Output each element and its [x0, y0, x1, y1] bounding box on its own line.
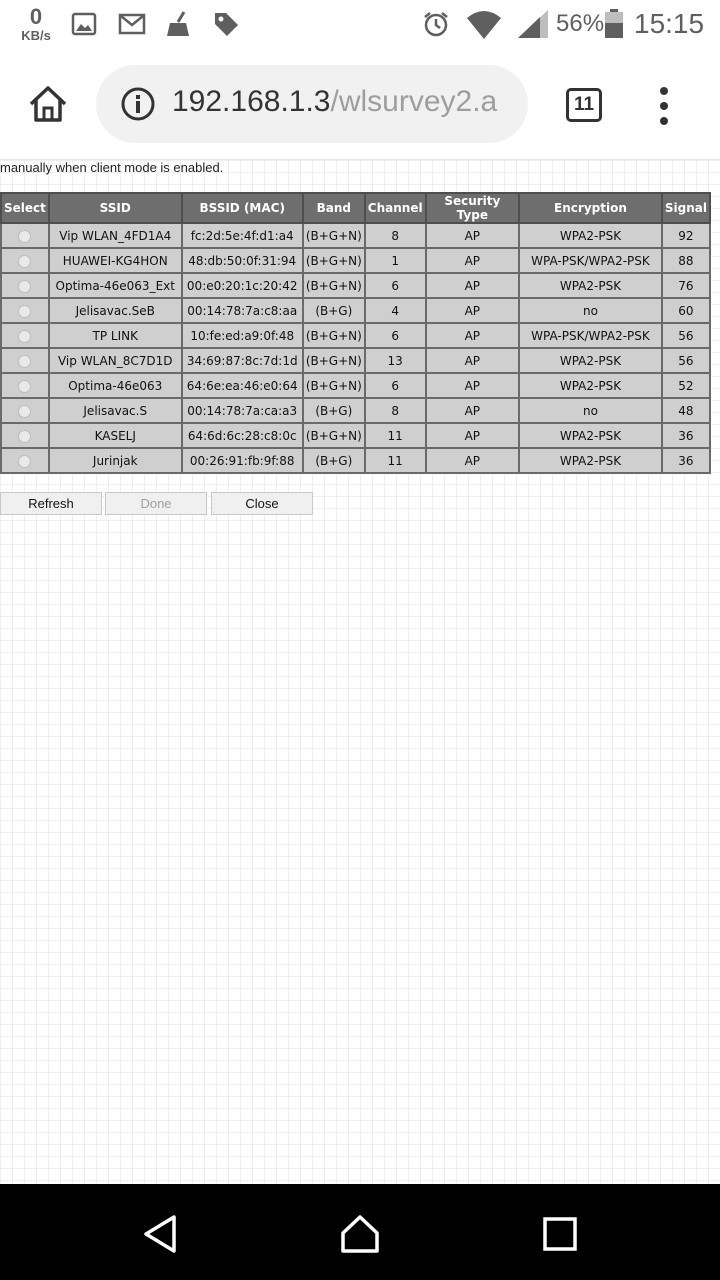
url-path: /wlsurvey2.a [330, 85, 498, 118]
ssid-cell: Jelisavac.SeB [49, 298, 182, 323]
band-cell: (B+G+N) [303, 223, 365, 248]
ssid-cell: Jelisavac.S [49, 398, 182, 423]
ssid-cell: Optima-46e063_Ext [49, 273, 182, 298]
select-radio[interactable] [18, 280, 31, 293]
select-radio[interactable] [18, 430, 31, 443]
security-type-cell: AP [426, 298, 519, 323]
encryption-cell: WPA2-PSK [519, 448, 662, 473]
table-row [1, 223, 710, 248]
back-icon[interactable] [140, 1214, 180, 1254]
signal-cell: 56 [662, 348, 710, 373]
table-row [1, 323, 710, 348]
signal-cell: 52 [662, 373, 710, 398]
band-cell: (B+G+N) [303, 373, 365, 398]
navigation-bar [0, 1184, 720, 1280]
encryption-cell: no [519, 298, 662, 323]
bssid-cell: 00:26:91:fb:9f:88 [182, 448, 303, 473]
table-row [1, 248, 710, 273]
col-select: Select [1, 193, 49, 223]
signal-cell: 88 [662, 248, 710, 273]
select-cell [1, 398, 49, 423]
security-type-cell: AP [426, 248, 519, 273]
security-type-cell: AP [426, 398, 519, 423]
table-row [1, 398, 710, 423]
info-icon[interactable] [120, 86, 156, 122]
select-cell [1, 298, 49, 323]
encryption-cell: WPA-PSK/WPA2-PSK [519, 248, 662, 273]
encryption-cell: WPA2-PSK [519, 223, 662, 248]
select-radio[interactable] [18, 380, 31, 393]
signal-icon [516, 8, 550, 40]
select-radio[interactable] [18, 405, 31, 418]
channel-cell: 11 [365, 448, 426, 473]
battery-icon [604, 9, 624, 39]
encryption-cell: WPA2-PSK [519, 273, 662, 298]
band-cell: (B+G+N) [303, 348, 365, 373]
select-cell [1, 348, 49, 373]
table-row [1, 423, 710, 448]
channel-cell: 6 [365, 373, 426, 398]
ssid-cell: Vip WLAN_4FD1A4 [49, 223, 182, 248]
table-row [1, 448, 710, 473]
select-cell [1, 273, 49, 298]
band-cell: (B+G+N) [303, 423, 365, 448]
encryption-cell: WPA2-PSK [519, 373, 662, 398]
band-cell: (B+G) [303, 398, 365, 423]
security-type-cell: AP [426, 273, 519, 298]
ssid-cell: HUAWEI-KG4HON [49, 248, 182, 273]
network-speed-unit: KB/s [21, 28, 51, 43]
overflow-menu-icon[interactable] [654, 86, 674, 126]
refresh-button[interactable]: Refresh [0, 492, 102, 515]
channel-cell: 6 [365, 273, 426, 298]
col-band: Band [303, 193, 365, 223]
client-mode-note: manually when client mode is enabled. [0, 160, 224, 175]
alarm-icon [422, 10, 450, 38]
home-icon[interactable] [340, 1214, 380, 1254]
ssid-cell: KASELJ [49, 423, 182, 448]
select-radio[interactable] [18, 455, 31, 468]
channel-cell: 8 [365, 223, 426, 248]
select-radio[interactable] [18, 330, 31, 343]
network-speed-value: 0 [29, 4, 43, 29]
recents-icon[interactable] [540, 1214, 580, 1254]
select-cell [1, 223, 49, 248]
signal-cell: 48 [662, 398, 710, 423]
clock: 15:15 [634, 8, 705, 39]
bssid-cell: 34:69:87:8c:7d:1d [182, 348, 303, 373]
security-type-cell: AP [426, 223, 519, 248]
bssid-cell: 00:14:78:7a:ca:a3 [182, 398, 303, 423]
tag-icon [212, 10, 240, 38]
tab-switcher-button[interactable]: 11 [566, 88, 602, 122]
band-cell: (B+G) [303, 448, 365, 473]
band-cell: (B+G+N) [303, 323, 365, 348]
channel-cell: 11 [365, 423, 426, 448]
security-type-cell: AP [426, 423, 519, 448]
select-radio[interactable] [18, 255, 31, 268]
select-cell [1, 423, 49, 448]
band-cell: (B+G+N) [303, 273, 365, 298]
encryption-cell: WPA2-PSK [519, 423, 662, 448]
channel-cell: 13 [365, 348, 426, 373]
signal-cell: 92 [662, 223, 710, 248]
close-button[interactable]: Close [211, 492, 313, 515]
col-ssid: SSID [49, 193, 182, 223]
bssid-cell: 00:e0:20:1c:20:42 [182, 273, 303, 298]
security-type-cell: AP [426, 373, 519, 398]
select-cell [1, 323, 49, 348]
table-row [1, 373, 710, 398]
ssid-cell: Vip WLAN_8C7D1D [49, 348, 182, 373]
url-host: 192.168.1.3 [172, 85, 331, 118]
cleaner-icon [164, 10, 192, 38]
table-row [1, 348, 710, 373]
network-speed [14, 6, 58, 42]
bssid-cell: 10:fe:ed:a9:0f:48 [182, 323, 303, 348]
address-bar[interactable] [96, 65, 528, 143]
band-cell: (B+G) [303, 298, 365, 323]
select-radio[interactable] [18, 230, 31, 243]
web-content [0, 160, 720, 1184]
gmail-icon [118, 10, 146, 38]
band-cell: (B+G+N) [303, 248, 365, 273]
encryption-cell: no [519, 398, 662, 423]
ssid-cell: Jurinjak [49, 448, 182, 473]
signal-cell: 56 [662, 323, 710, 348]
status-bar [0, 0, 720, 48]
table-row [1, 298, 710, 323]
browser-toolbar [0, 48, 720, 160]
security-type-cell: AP [426, 323, 519, 348]
ssid-cell: TP LINK [49, 323, 182, 348]
select-radio[interactable] [18, 355, 31, 368]
site-survey-table [0, 192, 711, 474]
col-security-type: Security Type [426, 193, 519, 223]
encryption-cell: WPA2-PSK [519, 348, 662, 373]
ssid-cell: Optima-46e063 [49, 373, 182, 398]
url-text[interactable] [172, 85, 497, 119]
signal-cell: 60 [662, 298, 710, 323]
wifi-icon [466, 8, 502, 40]
col-signal: Signal [662, 193, 710, 223]
signal-cell: 76 [662, 273, 710, 298]
bssid-cell: fc:2d:5e:4f:d1:a4 [182, 223, 303, 248]
select-cell [1, 373, 49, 398]
security-type-cell: AP [426, 348, 519, 373]
channel-cell: 6 [365, 323, 426, 348]
table-row [1, 273, 710, 298]
channel-cell: 1 [365, 248, 426, 273]
channel-cell: 4 [365, 298, 426, 323]
image-icon [70, 10, 98, 38]
security-type-cell: AP [426, 448, 519, 473]
encryption-cell: WPA-PSK/WPA2-PSK [519, 323, 662, 348]
bssid-cell: 00:14:78:7a:c8:aa [182, 298, 303, 323]
signal-cell: 36 [662, 423, 710, 448]
col-encryption: Encryption [519, 193, 662, 223]
done-button[interactable]: Done [105, 492, 207, 515]
bssid-cell: 64:6e:ea:46:e0:64 [182, 373, 303, 398]
select-cell [1, 248, 49, 273]
bssid-cell: 48:db:50:0f:31:94 [182, 248, 303, 273]
table-header-row [1, 193, 710, 223]
bssid-cell: 64:6d:6c:28:c8:0c [182, 423, 303, 448]
col-channel: Channel [365, 193, 426, 223]
select-radio[interactable] [18, 305, 31, 318]
select-cell [1, 448, 49, 473]
col-bssid: BSSID (MAC) [182, 193, 303, 223]
home-icon[interactable] [26, 82, 70, 126]
battery-percent: 56% [556, 10, 605, 37]
channel-cell: 8 [365, 398, 426, 423]
signal-cell: 36 [662, 448, 710, 473]
